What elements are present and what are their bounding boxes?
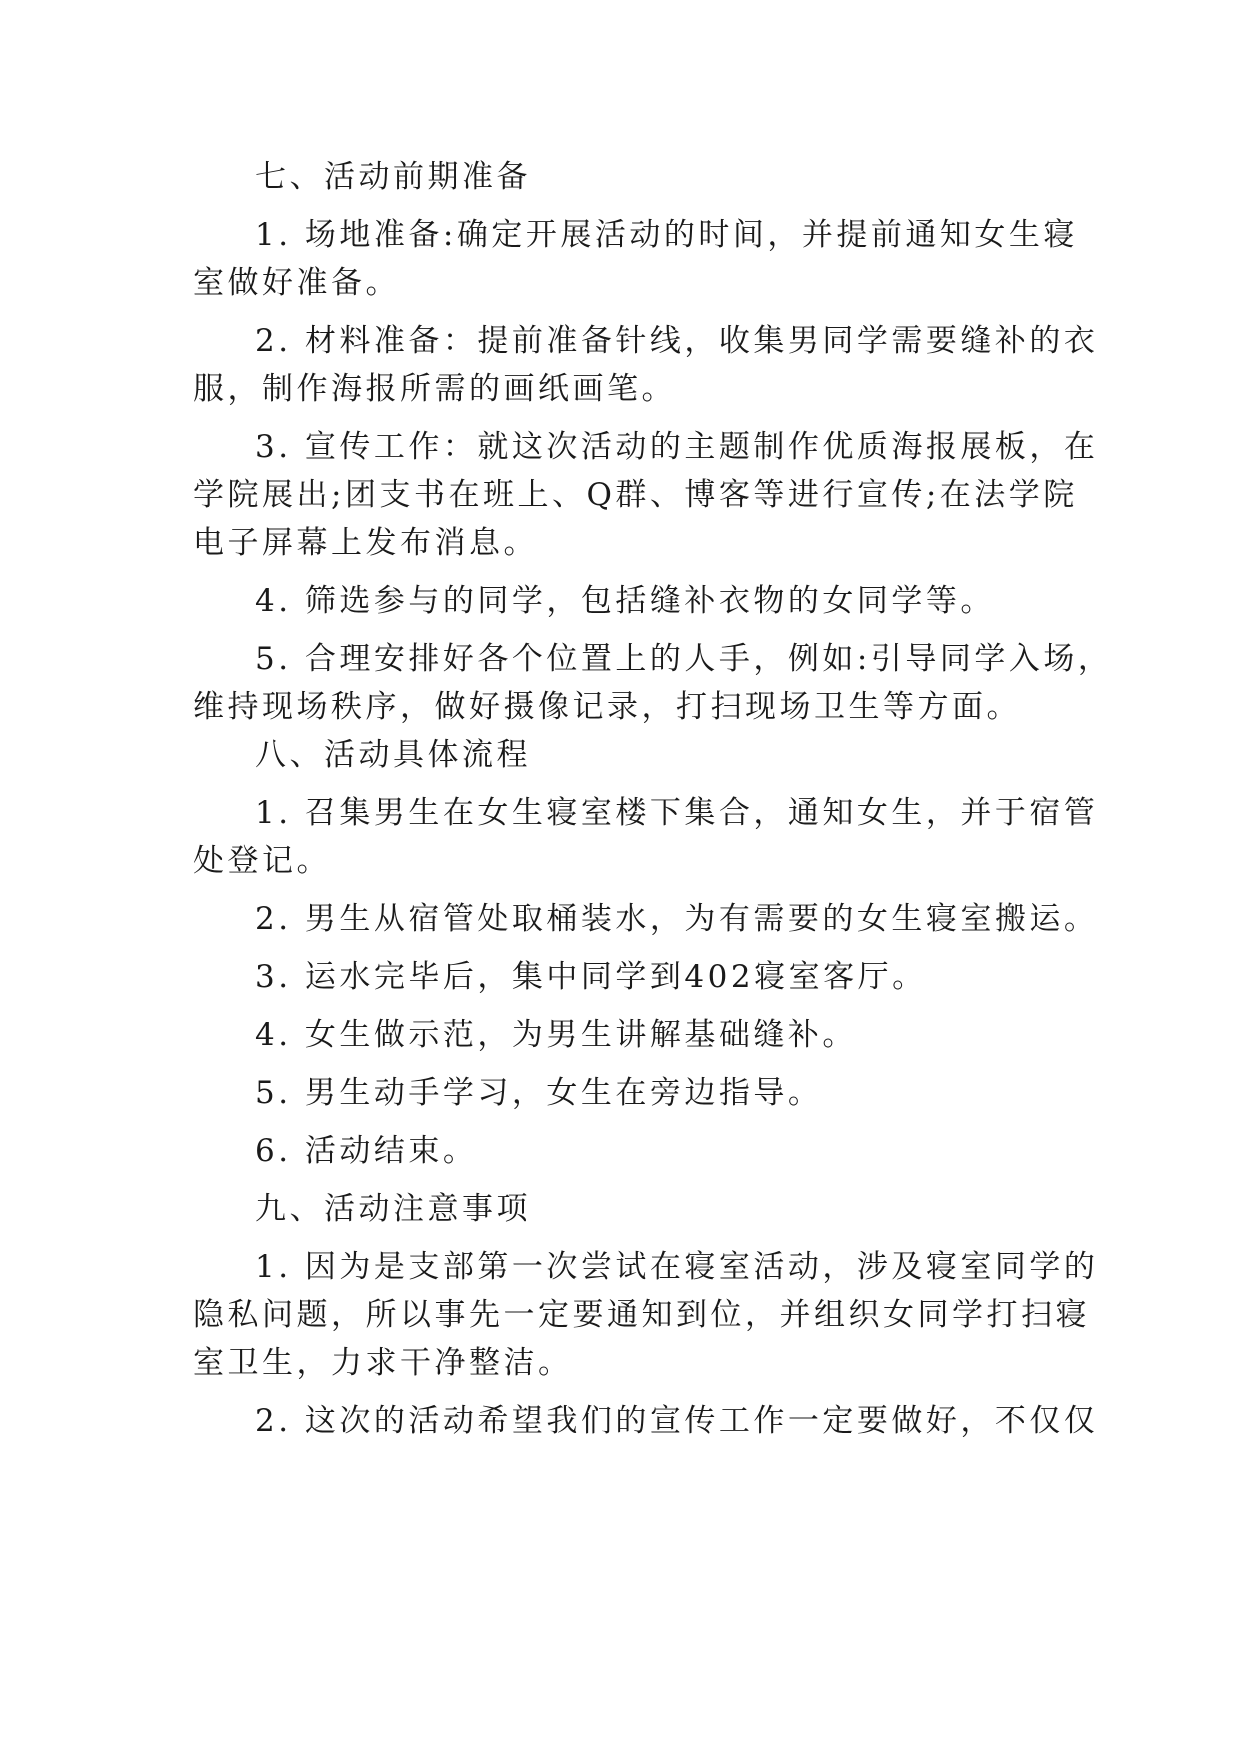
paragraph-line: 2. 材料准备：提前准备针线，收集男同学需要缝补的衣: [255, 323, 1099, 359]
paragraph-line: 室做好准备。: [193, 265, 400, 301]
paragraph-line: 5. 男生动手学习，女生在旁边指导。: [255, 1075, 823, 1111]
paragraph-line: 1. 召集男生在女生寝室楼下集合，通知女生，并于宿管: [255, 795, 1099, 831]
paragraph-line: 室卫生，力求干净整洁。: [193, 1345, 573, 1381]
section-heading-7: 七、活动前期准备: [255, 159, 531, 195]
paragraph-line: 隐私问题，所以事先一定要通知到位，并组织女同学打扫寝: [193, 1297, 1090, 1333]
paragraph-line: 学院展出;团支书在班上、Q群、博客等进行宣传;在法学院: [193, 477, 1078, 513]
paragraph-line: 2. 男生从宿管处取桶装水，为有需要的女生寝室搬运。: [255, 901, 1099, 937]
paragraph-line: 4. 筛选参与的同学，包括缝补衣物的女同学等。: [255, 583, 995, 619]
paragraph-line: 处登记。: [193, 843, 331, 879]
paragraph-line: 2. 这次的活动希望我们的宣传工作一定要做好，不仅仅: [255, 1403, 1099, 1439]
paragraph-line: 6. 活动结束。: [255, 1133, 478, 1169]
paragraph-line: 5. 合理安排好各个位置上的人手，例如:引导同学入场，: [255, 641, 1113, 677]
paragraph-line: 3. 宣传工作：就这次活动的主题制作优质海报展板，在: [255, 429, 1099, 465]
section-heading-8: 八、活动具体流程: [255, 737, 531, 773]
paragraph-line: 1. 场地准备:确定开展活动的时间，并提前通知女生寝: [255, 217, 1078, 253]
paragraph-line: 3. 运水完毕后，集中同学到402寝室客厅。: [255, 959, 927, 995]
paragraph-line: 1. 因为是支部第一次尝试在寝室活动，涉及寝室同学的: [255, 1249, 1099, 1285]
paragraph-line: 服，制作海报所需的画纸画笔。: [193, 371, 676, 407]
document-body: [193, 155, 1113, 1443]
paragraph-line: 维持现场秩序，做好摄像记录，打扫现场卫生等方面。: [193, 689, 1021, 725]
paragraph-line: 电子屏幕上发布消息。: [193, 525, 538, 561]
section-heading-9: 九、活动注意事项: [255, 1191, 531, 1227]
paragraph-line: 4. 女生做示范，为男生讲解基础缝补。: [255, 1017, 857, 1053]
